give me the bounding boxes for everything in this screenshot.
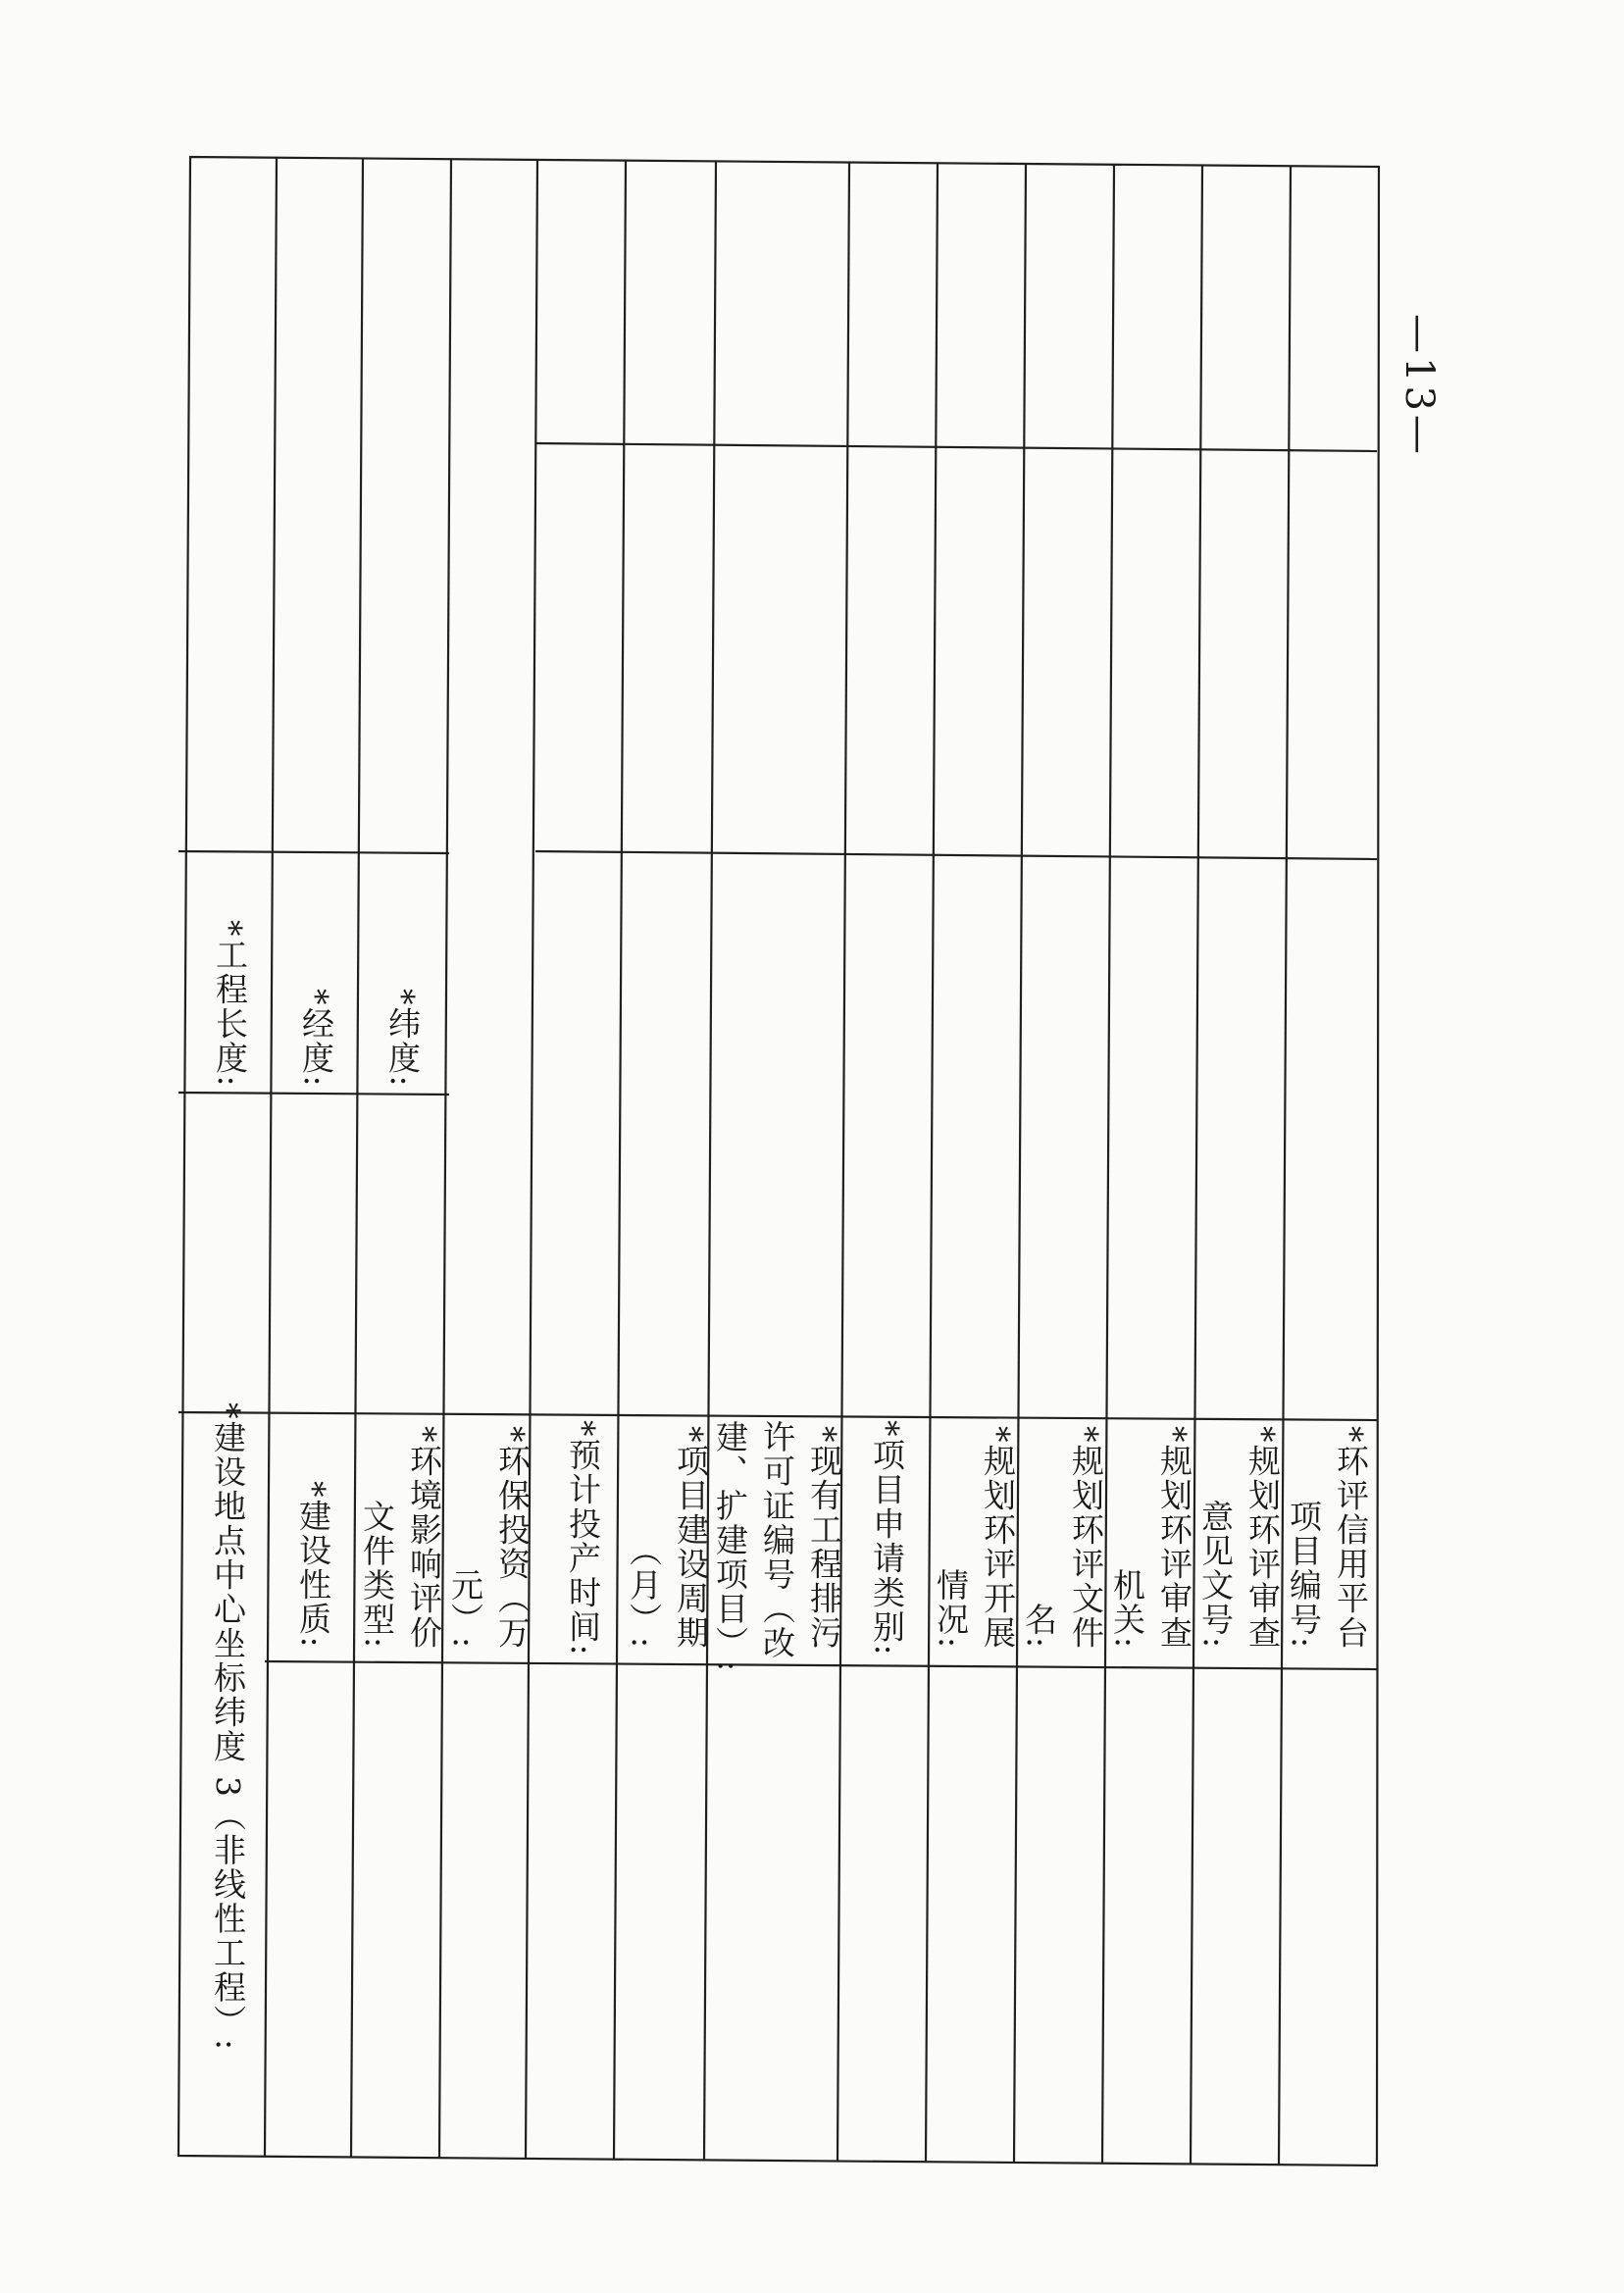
label-construction-nature: *建设性质: bbox=[294, 1481, 332, 1650]
label-existing-discharge-permit: *现有工程排污 许可证编号（改 建、扩建项目）: bbox=[711, 1420, 843, 1674]
table-rule bbox=[926, 164, 938, 2163]
table-rule bbox=[1102, 165, 1114, 2164]
label-application-category: *项目申请类别: bbox=[868, 1420, 906, 1657]
table-rule bbox=[351, 159, 363, 2158]
label-environmental-investment: *环保投资（万 元）: bbox=[446, 1425, 532, 1650]
table-rule bbox=[837, 163, 849, 2162]
table-rule bbox=[178, 1093, 449, 1095]
label-planning-eia-status: *规划环评开展 情况: bbox=[932, 1425, 1017, 1650]
table-rule bbox=[526, 160, 537, 2159]
table-border bbox=[178, 157, 1379, 2166]
table-rule bbox=[265, 1661, 1377, 1669]
table-rule bbox=[1279, 167, 1291, 2166]
label-latitude: *纬度: bbox=[383, 989, 422, 1089]
label-construction-period: *项目建设周期 （月）: bbox=[625, 1425, 710, 1650]
table-rule bbox=[439, 160, 451, 2158]
table-rule bbox=[704, 162, 716, 2161]
table-rule bbox=[535, 851, 1377, 859]
table-rule bbox=[1014, 164, 1026, 2163]
label-planning-eia-review-opinion-no: *规划环评审查 意见文号: bbox=[1196, 1425, 1282, 1650]
label-project-length: *工程长度: bbox=[211, 920, 249, 1089]
label-eia-credit-platform-project-no: *环评信用平台 项目编号: bbox=[1285, 1425, 1370, 1650]
table-rule bbox=[178, 1412, 1377, 1420]
table-rule bbox=[614, 161, 626, 2160]
label-planning-eia-document-name: *规划环评文件 名: bbox=[1020, 1425, 1105, 1650]
table-rule bbox=[535, 443, 1377, 451]
label-longitude: *经度: bbox=[297, 989, 335, 1089]
table-rule bbox=[1191, 166, 1202, 2165]
label-center-coordinate-latitude-3: *建设地点中心坐标纬度 3（非线性工程）: bbox=[209, 1402, 247, 2053]
page-number: —13— bbox=[1396, 314, 1442, 458]
label-eia-document-type: *环境影响评价 文件类型: bbox=[358, 1425, 443, 1650]
label-planning-eia-review-authority: *规划环评审查 机关: bbox=[1108, 1425, 1193, 1650]
label-expected-operation-time: *预计投产时间: bbox=[564, 1420, 602, 1657]
table-rule bbox=[265, 158, 277, 2157]
